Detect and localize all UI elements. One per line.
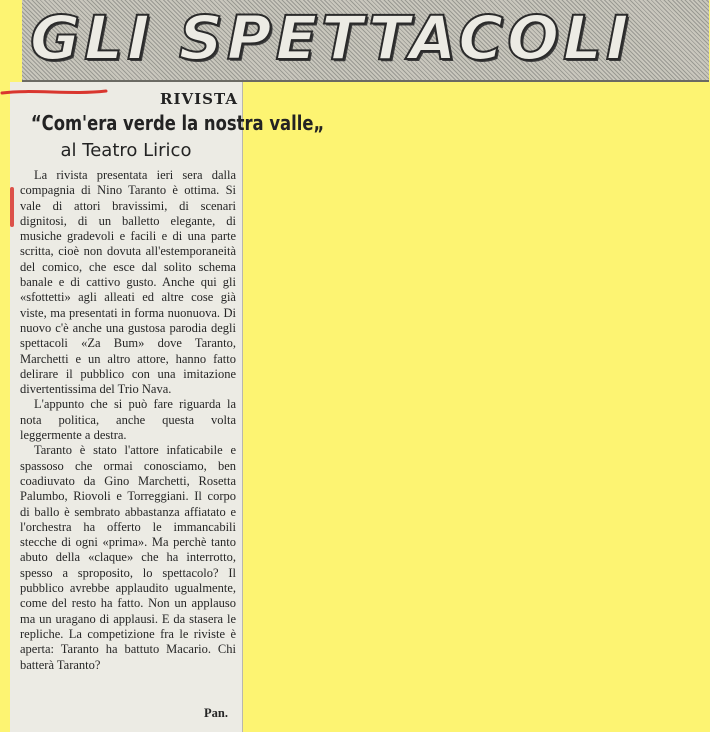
section-label: RIVISTA [160,90,238,108]
pen-mark-top [2,88,106,96]
article-subhead: al Teatro Lirico [60,140,192,161]
article-clipping [10,82,325,732]
banner-title: GLI SPETTACOLI [30,3,633,74]
pen-mark-side [10,187,14,227]
paragraph-2: L'appunto che si può fare riguarda la nota politica, anche questa volta leggermente a destra. [20,397,236,443]
paragraph-3: Taranto è stato l'attore infaticabile e spassoso che ormai conosciamo, ben coadiuvato da Gino Marchetti, Rosetta Palumbo, Riovoli e Torreggiani. Il corpo di ballo è sembrato abbastanza affiatato e l'orchestra ha offerto le immancabili stecche di ogni «prima». Ma perchè tanto abuto della «claque» che ha interrotto, spesso a sproposito, lo spettacolo? Il pubblico avrebbe applaudito ugualmente, come del resto ha fatto. Non un applauso ma un uragano di applausi. E da stasera le repliche. La competizione fra le riviste è aperta: Taranto ha battuto Macario. Chi batterà Taranto? [20,443,236,672]
article-body [20,168,236,673]
banner-halftone [22,0,709,82]
clip-margin [0,82,10,732]
author-signature: Pan. [204,706,228,720]
paragraph-1: La rivista presentata ieri sera dalla compagnia di Nino Taranto è ottima. Si vale di attori bravissimi, di scenari dignitosi, di un balletto elegante, di musiche gradevoli e facili e di una parte scritta, cioè non dovuta all'estemporaneità del comico, che esce dal solito schema banale e di cattivo gusto. Anche qui gli «sfottetti» agli alleati ed altre cose già viste, ma presentati in forma nuonuova. Di nuovo c'è anche una gustosa parodia degli spettacoli «Za Bum» dove Taranto, Marchetti e un altro attore, hanno fatto delirare il pubblico con una imitazione divertentissima del Trio Nava. [20,168,236,397]
banner [0,0,709,82]
article-headline: “Com'era verde la nostra valle„ [30,111,325,135]
